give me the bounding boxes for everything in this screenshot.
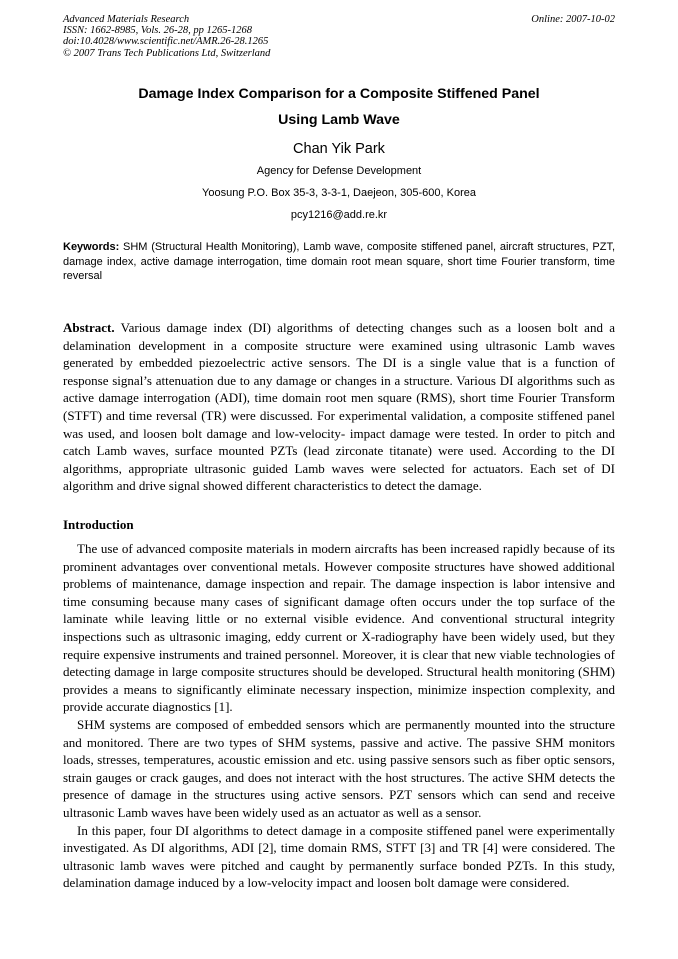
journal-name: Advanced Materials Research [63,14,190,25]
abstract-label: Abstract. [63,320,115,335]
keywords-label: Keywords: [63,241,120,253]
abstract-block [63,319,615,495]
introduction-body [63,540,615,892]
paragraph: The use of advanced composite materials in modern aircrafts has been increased rapidly because of its prominent advantages over conventional metals. However composite structures have showed additional problems of maintenance, damage inspection and repair. The damage inspection is labor intensive and time consuming because many cases of significant damage often occurs under the top surface of the laminate while leaving little or no external visible evidence. And conventional structural integrity inspections such as ultrasonic imaging, eddy current or X-radiography have been widely used, but they require expensive instruments and trained personnel. Moreover, it is clear that new viable technologies of detecting damage in large composite structures should be developed. Structural health monitoring (SHM) provides a means to significantly eliminate necessary inspection, minimize inspection complexity, and provide accurate diagnostics [1]. [63,541,615,715]
paragraph: In this paper, four DI algorithms to detect damage in a composite stiffened panel were experimentally investigated. As DI algorithms, ADI [2], time domain RMS, STFT [3] and TR [4] were considered. The ultrasonic lamb waves were pitched and caught by permanently surface bonded PZTs. In this study, delamination damage induced by a low-velocity impact and loosen bolt damage were considered. [63,822,615,891]
section-heading-introduction: Introduction [63,517,134,532]
author-name: Chan Yik Park [293,141,385,157]
affiliation: Agency for Defense Development [256,165,422,177]
title-line-1: Damage Index Comparison for a Composite Stiffened Panel [138,86,540,102]
title-line-2: Using Lamb Wave [278,112,400,128]
doi-line: doi:10.4028/www.scientific.net/AMR.26-28.1265 [63,36,269,48]
keywords-block [63,240,615,284]
paragraph: SHM systems are composed of embedded sensors which are permanently mounted into the structure and monitored. There are two types of SHM systems, passive and active. The passive SHM monitors loads, stresses, temperatures, acoustic emission and etc. using passive sensors such as fiber optic sensors, strain gauges or crack gauges, and does not interact with the host structures. The active SHM detects the presence of damage in the structures using active sensors. PZT sensors which can send and receive ultrasonic Lamb waves have been widely used as an actuator as well as a sensor. [63,716,615,820]
abstract-text: Various damage index (DI) algorithms of detecting changes such as a loosen bolt and a delamination development in a composite structure were examined using ultrasonic Lamb waves generated by embedded piezoelectric active sensors. The DI is a single value that is a function of response signal’s attenuation due to any damage or changes in a structure. Various DI algorithms such as active damage interrogation (ADI), time domain root men square (RMS), short time Fourier Transform (STFT) and time reversal (TR) were discussed. For experimental validation, a composite stiffened panel was used, and loosen bolt damage and low-velocity- impact damage were tested. In order to pitch and catch Lamb waves, surface mounted PZTs (lead zirconate titanate) were used. According to the DI algorithms, appropriate ultrasonic guided Lamb waves were selected for actuators. Each set of DI algorithm and drive signal showed different characteristics to detect the damage. [63,320,615,494]
copyright-line: © 2007 Trans Tech Publications Ltd, Switzerland [63,47,271,59]
online-date: Online: 2007-10-02 [531,14,615,25]
issn-line: ISSN: 1662-8985, Vols. 26-28, pp 1265-1268 [63,25,252,37]
email-link[interactable]: pcy1216@add.re.kr [290,209,388,221]
running-header [63,14,615,59]
address: Yoosung P.O. Box 35-3, 3-3-1, Daejeon, 305-600, Korea [202,187,476,199]
paper-title [63,81,615,133]
keywords-text: SHM (Structural Health Monitoring), Lamb wave, composite stiffened panel, aircraft structures, PZT, damage index, active damage interrogation, time domain root mean square, short time Fourier transform, time reversal [63,241,615,282]
